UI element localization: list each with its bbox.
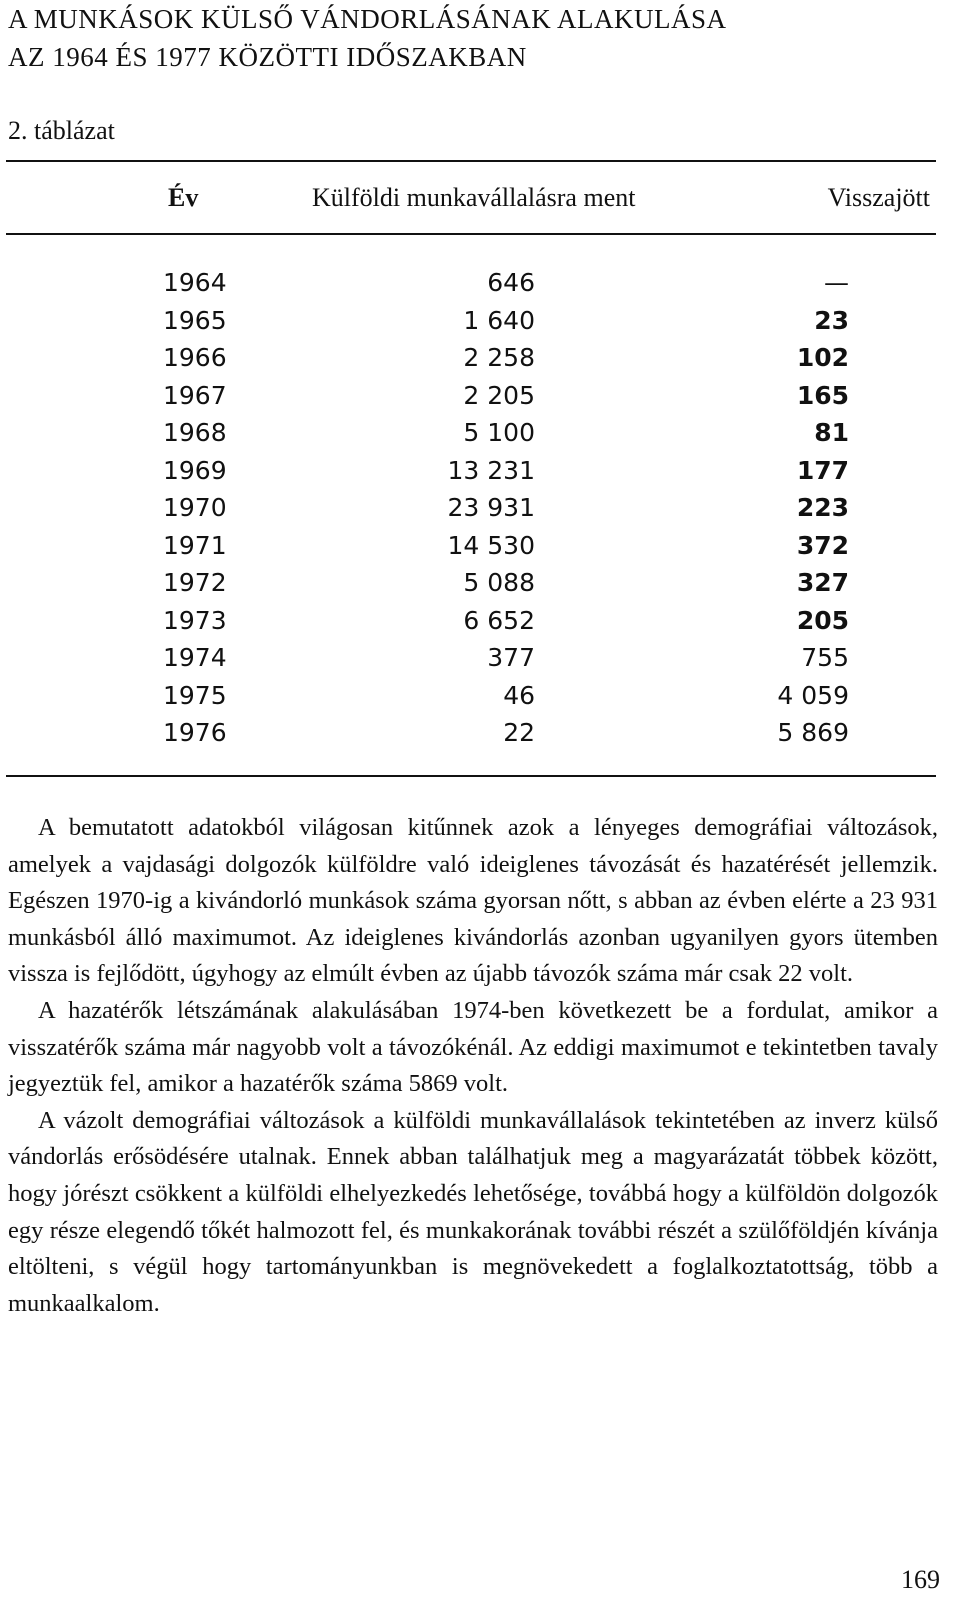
table-row <box>0 531 960 569</box>
cell-returned: 23 <box>814 305 849 335</box>
paragraph-2: A hazatérők létszámának alakulásában 1974-ben következett be a fordulat, amikor a visszatérők száma már nagyobb volt a távozókénál. Az eddigi maximumot e tekintetben tavaly jegyeztük fel, amikor a hazatérők száma 5869 volt. <box>8 996 938 1098</box>
table-row <box>0 681 960 719</box>
cell-outgoing: 1 640 <box>463 305 535 335</box>
table-bottom-rule <box>6 775 936 777</box>
cell-year: 1975 <box>163 680 227 710</box>
cell-returned: 372 <box>796 530 849 560</box>
cell-outgoing: 13 231 <box>447 455 535 485</box>
cell-outgoing: 646 <box>487 268 535 297</box>
cell-outgoing: 23 931 <box>447 493 535 522</box>
table-header-rule <box>6 233 936 235</box>
table-row <box>0 606 960 644</box>
column-header-outgoing: Külföldi munkavállalásra ment <box>312 183 636 212</box>
table-row <box>0 306 960 344</box>
cell-outgoing: 2 205 <box>463 380 535 410</box>
cell-returned: 327 <box>796 568 849 597</box>
cell-returned: — <box>824 268 849 297</box>
document-title-line-2: AZ 1964 ÉS 1977 KÖZÖTTI IDŐSZAKBAN <box>8 42 527 72</box>
page-number: 169 <box>901 1565 940 1594</box>
cell-returned: 177 <box>796 455 849 485</box>
table-row <box>0 418 960 456</box>
table-caption: 2. táblázat <box>8 116 115 145</box>
table-row <box>0 381 960 419</box>
cell-outgoing: 377 <box>487 643 535 672</box>
cell-outgoing: 46 <box>503 680 535 710</box>
table-top-rule <box>6 160 936 162</box>
cell-returned: 102 <box>796 343 849 372</box>
cell-returned: 81 <box>814 418 849 447</box>
table-row <box>0 343 960 381</box>
paragraph-3: A vázolt demográfiai változások a külföldi munkavállalások tekintetében az inverz külső vándorlás erősödésére utalnak. Ennek abban találhatjuk meg a magyarázatát többek között, hogy jórészt csökkent a külföldi elhelyezkedés lehetősége, továbbá hogy a külföldön dolgozók egy része elegendő tőkét halmozott fel, és munkakorának további részét a szülőföldjén kívánja eltölteni, s végül hogy tartományunkban is megnövekedett a foglalkoztatottság, több a munkaalkalom. <box>8 1106 938 1317</box>
column-header-year: Év <box>168 183 199 212</box>
cell-returned: 755 <box>801 643 849 672</box>
cell-outgoing: 6 652 <box>463 605 535 635</box>
cell-year: 1967 <box>163 380 227 410</box>
document-title-line-1: A MUNKÁSOK KÜLSŐ VÁNDORLÁSÁNAK ALAKULÁSA <box>8 4 727 34</box>
table-row <box>0 643 960 681</box>
column-header-returned: Visszajött <box>827 183 930 212</box>
cell-year: 1971 <box>163 530 227 560</box>
cell-returned: 165 <box>796 380 849 410</box>
table-row <box>0 456 960 494</box>
cell-returned: 205 <box>796 605 849 635</box>
cell-year: 1964 <box>163 268 227 297</box>
table-row <box>0 718 960 756</box>
cell-year: 1976 <box>163 718 227 747</box>
table-row <box>0 268 960 306</box>
cell-year: 1970 <box>163 493 227 522</box>
cell-year: 1972 <box>163 568 227 597</box>
cell-outgoing: 2 258 <box>463 343 535 372</box>
cell-returned: 223 <box>796 493 849 522</box>
table-row <box>0 568 960 606</box>
table-row <box>0 493 960 531</box>
cell-year: 1966 <box>163 343 227 372</box>
cell-year: 1965 <box>163 305 227 335</box>
migration-table <box>0 268 960 756</box>
cell-outgoing: 5 100 <box>463 418 535 447</box>
cell-year: 1974 <box>163 643 227 672</box>
cell-outgoing: 14 530 <box>447 530 535 560</box>
body-text <box>8 810 938 1322</box>
cell-returned: 5 869 <box>777 718 849 747</box>
cell-outgoing: 5 088 <box>463 568 535 597</box>
cell-outgoing: 22 <box>503 718 535 747</box>
cell-year: 1973 <box>163 605 227 635</box>
cell-year: 1968 <box>163 418 227 447</box>
paragraph-1: A bemutatott adatokból világosan kitűnnek azok a lényeges demográfiai változások, amelyek a vajdasági dolgozók külföldre való ideiglenes távozását és hazatérését jellemzik. Egészen 1970-ig a kivándorló munkások száma gyorsan nőtt, s abban az évben elérte a 23 931 munkásból álló maximumot. Az ideiglenes kivándorlás azonban ugyanilyen gyors ütemben vissza is fejlődött, úgyhogy az elmúlt évben az újabb távozók száma már csak 22 volt. <box>8 814 938 988</box>
cell-returned: 4 059 <box>777 680 849 710</box>
cell-year: 1969 <box>163 455 227 485</box>
